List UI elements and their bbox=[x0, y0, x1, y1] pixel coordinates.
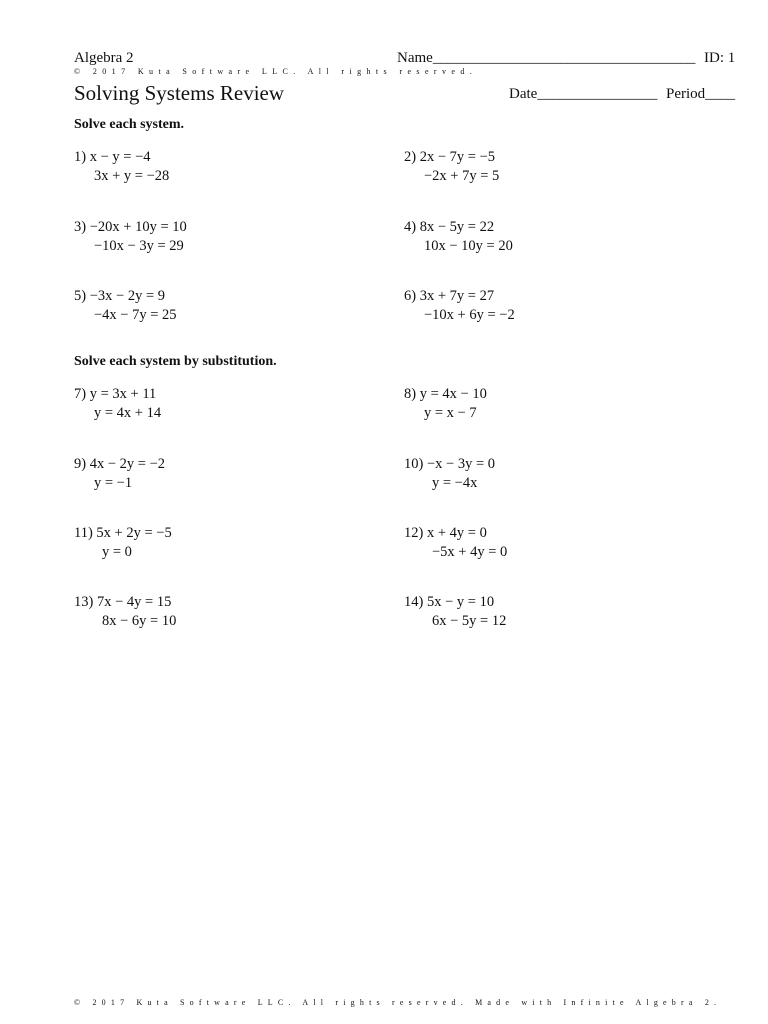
problem-7 bbox=[74, 385, 161, 423]
problem-number: 7) bbox=[74, 386, 87, 402]
problem-number: 2) bbox=[404, 149, 417, 165]
section-heading-solve: Solve each system. bbox=[74, 117, 185, 132]
equation-2: −5x + 4y = 0 bbox=[432, 544, 508, 560]
equation-1: 5x − y = 10 bbox=[426, 594, 495, 610]
problem-number: 13) bbox=[74, 594, 94, 610]
equation-2: −10x + 6y = −2 bbox=[424, 307, 515, 323]
course-name: Algebra 2 bbox=[74, 50, 134, 66]
problem-9 bbox=[74, 455, 165, 493]
equation-2: −4x − 7y = 25 bbox=[94, 307, 177, 323]
equation-1: −20x + 10y = 10 bbox=[89, 219, 187, 235]
date-field: Date________________ bbox=[509, 86, 658, 102]
equation-1: y = 3x + 11 bbox=[89, 386, 157, 402]
equation-1: 4x − 2y = −2 bbox=[89, 456, 166, 472]
equation-2: 6x − 5y = 12 bbox=[432, 613, 507, 629]
equation-1: 5x + 2y = −5 bbox=[96, 525, 172, 541]
copyright-notice-bottom: © 2017 Kuta Software LLC. All rights reserved. Made with Infinite Algebra 2. bbox=[74, 998, 722, 1007]
problem-number: 4) bbox=[404, 219, 417, 235]
problem-4 bbox=[404, 218, 513, 256]
problem-number: 12) bbox=[404, 525, 424, 541]
worksheet-title: Solving Systems Review bbox=[74, 81, 285, 105]
problem-6 bbox=[404, 287, 515, 325]
problem-number: 3) bbox=[74, 219, 87, 235]
problem-14 bbox=[404, 593, 506, 631]
equation-2: y = x − 7 bbox=[424, 405, 477, 421]
problem-1 bbox=[74, 148, 169, 186]
worksheet-id: ID: 1 bbox=[704, 50, 736, 66]
equation-2: 3x + y = −28 bbox=[94, 168, 170, 184]
problem-number: 8) bbox=[404, 386, 417, 402]
period-field: Period____ bbox=[666, 86, 736, 102]
equation-2: −10x − 3y = 29 bbox=[94, 238, 184, 254]
equation-1: −x − 3y = 0 bbox=[426, 456, 496, 472]
problem-number: 1) bbox=[74, 149, 87, 165]
name-field: Name___________________________________ bbox=[397, 50, 696, 66]
copyright-notice-top: © 2017 Kuta Software LLC. All rights reserved. bbox=[74, 67, 478, 76]
equation-2: y = −4x bbox=[432, 475, 478, 491]
problem-11 bbox=[74, 524, 172, 562]
problem-8 bbox=[404, 385, 487, 423]
equation-2: y = −1 bbox=[94, 475, 133, 491]
problem-number: 5) bbox=[74, 288, 87, 304]
problem-5 bbox=[74, 287, 177, 325]
problem-10 bbox=[404, 455, 495, 493]
problem-number: 9) bbox=[74, 456, 87, 472]
equation-1: 7x − 4y = 15 bbox=[96, 594, 172, 610]
problem-number: 10) bbox=[404, 456, 424, 472]
equation-1: 3x + 7y = 27 bbox=[419, 288, 495, 304]
problem-13 bbox=[74, 593, 176, 631]
equation-1: 8x − 5y = 22 bbox=[419, 219, 495, 235]
section-heading-substitution: Solve each system by substitution. bbox=[74, 354, 277, 369]
equation-2: y = 0 bbox=[102, 544, 132, 560]
equation-2: −2x + 7y = 5 bbox=[424, 168, 500, 184]
equation-1: x − y = −4 bbox=[89, 149, 151, 165]
equation-2: 8x − 6y = 10 bbox=[102, 613, 177, 629]
equation-1: x + 4y = 0 bbox=[426, 525, 487, 541]
equation-1: y = 4x − 10 bbox=[419, 386, 487, 402]
equation-1: 2x − 7y = −5 bbox=[419, 149, 496, 165]
problem-number: 6) bbox=[404, 288, 417, 304]
equation-1: −3x − 2y = 9 bbox=[89, 288, 166, 304]
problem-12 bbox=[404, 524, 507, 562]
problem-3 bbox=[74, 218, 187, 256]
problem-number: 14) bbox=[404, 594, 424, 610]
equation-2: 10x − 10y = 20 bbox=[424, 238, 513, 254]
problem-2 bbox=[404, 148, 499, 186]
problem-number: 11) bbox=[74, 525, 93, 541]
equation-2: y = 4x + 14 bbox=[94, 405, 162, 421]
